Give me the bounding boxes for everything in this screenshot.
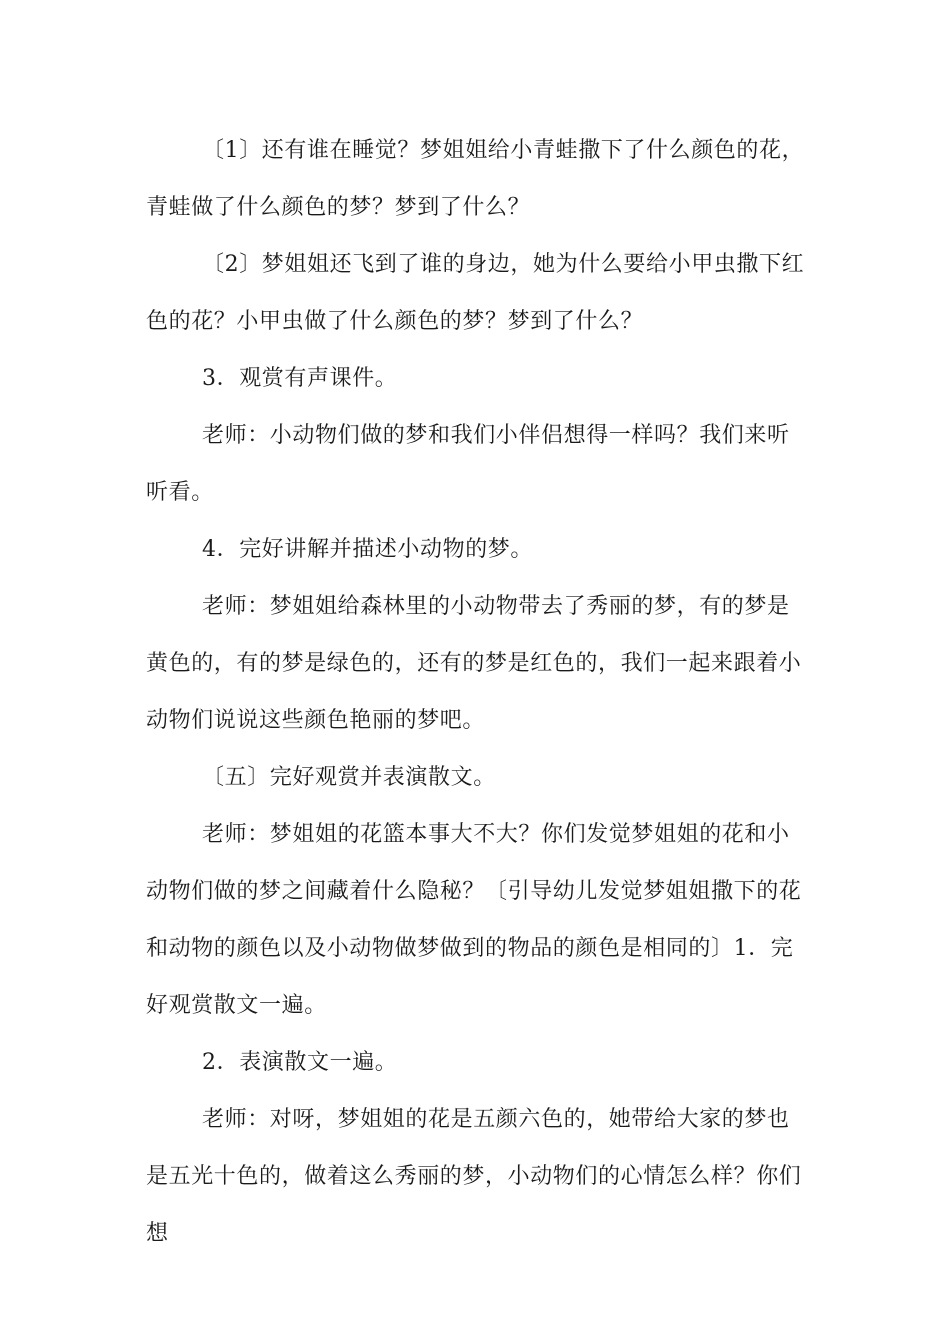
paragraph-teacher-dreams: 老师：梦姐姐给森林里的小动物带去了秀丽的梦，有的梦是黄色的，有的梦是绿色的，还有的梦是红色的，我们一起来跟着小动物们说说这些颜色艳丽的梦吧。 <box>146 594 802 733</box>
paragraph-step-2-perform: 2．表演散文一遍。 <box>202 1050 398 1075</box>
paragraph-question-beetle: 〔2〕梦姐姐还飞到了谁的身边，她为什么要给小甲虫撒下红色的花？小甲虫做了什么颜色的梦？梦到了什么？ <box>146 252 805 334</box>
paragraph-step-3: 3．观赏有声课件。 <box>202 366 398 391</box>
paragraph-teacher-colorful: 老师：对呀，梦姐姐的花是五颜六色的，她带给大家的梦也是五光十色的，做着这么秀丽的梦，小动物们的心情怎么样？你们想 <box>146 1107 802 1246</box>
section-heading-five: 〔五〕完好观赏并表演散文。 <box>202 765 496 790</box>
paragraph-step-4: 4．完好讲解并描述小动物的梦。 <box>202 537 533 562</box>
paragraph-teacher-basket: 老师：梦姐姐的花篮本事大不大？你们发觉梦姐姐的花和小动物们做的梦之间藏着什么隐秘？〔引导幼儿发觉梦姐姐撒下的花和动物的颜色以及小动物做梦做到的物品的颜色是相同的〕1．完好观赏散文一遍。 <box>146 822 802 1018</box>
paragraph-question-frog: 〔1〕还有谁在睡觉？梦姐姐给小青蛙撒下了什么颜色的花，青蛙做了什么颜色的梦？梦到了什么？ <box>146 138 805 220</box>
paragraph-teacher-listen: 老师：小动物们做的梦和我们小伴侣想得一样吗？我们来听听看。 <box>146 423 790 505</box>
